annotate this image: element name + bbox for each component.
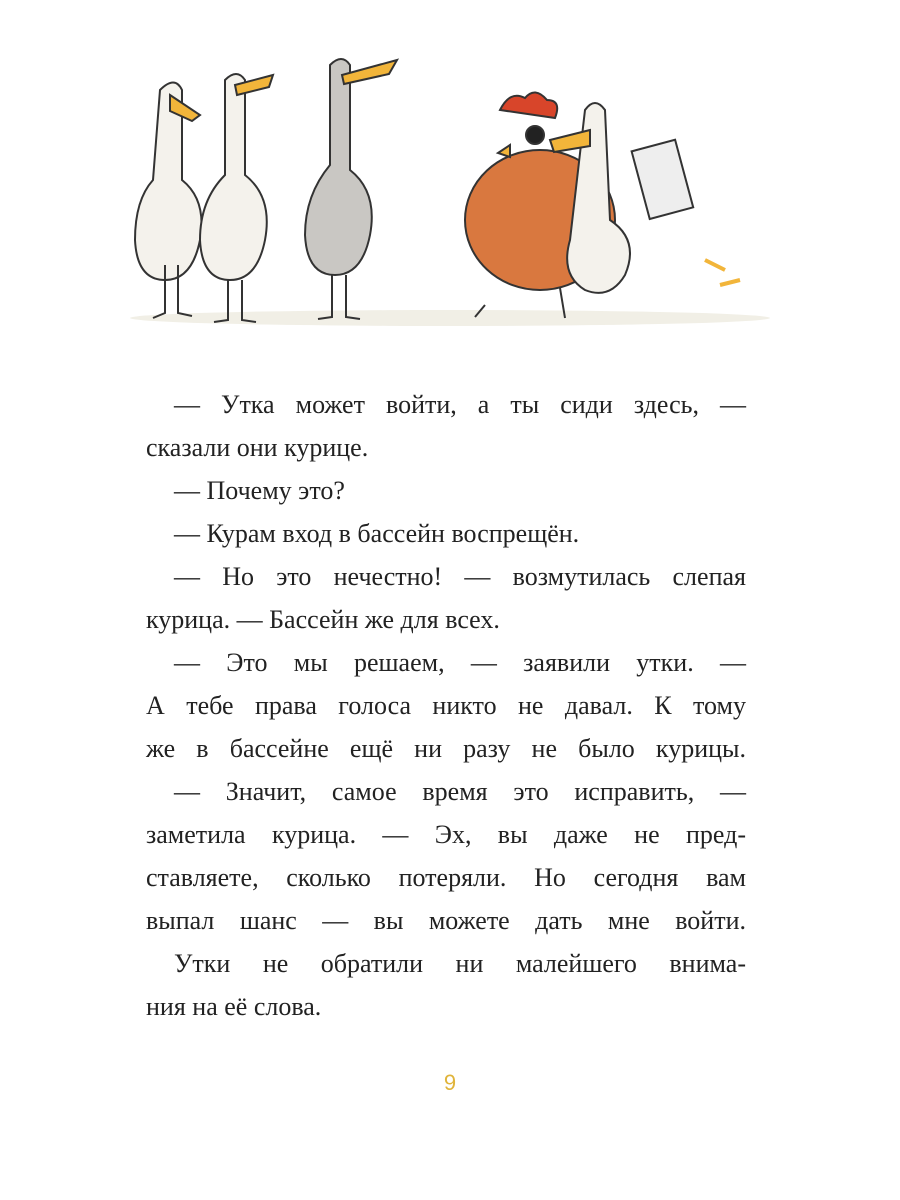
text-line: заметила курица. — Эх, вы даже не пред- xyxy=(146,820,746,849)
text-line: А тебе права голоса никто не давал. К тому xyxy=(146,691,746,720)
text-line: — Утка может войти, а ты сиди здесь, — xyxy=(174,390,746,419)
text-line: — Значит, самое время это исправить, — xyxy=(174,777,746,806)
text-line: — Это мы решаем, — заявили утки. — xyxy=(174,648,746,677)
text-line: — Но это нечестно! — возмутилась слепая xyxy=(174,562,746,591)
text-line: же в бассейне ещё ни разу не было курицы. xyxy=(146,734,746,763)
text-line: выпал шанс — вы можете дать мне войти. xyxy=(146,906,746,935)
story-text xyxy=(146,383,746,1028)
text-line: курица. — Бассейн же для всех. xyxy=(146,605,500,634)
duck-4 xyxy=(550,103,740,293)
page-number: 9 xyxy=(443,1070,457,1095)
text-line: Утки не обратили ни малейшего внима- xyxy=(174,949,746,978)
text-line: — Курам вход в бассейн воспрещён. xyxy=(174,519,580,548)
text-line: — Почему это? xyxy=(174,476,345,505)
duck-3 xyxy=(305,59,397,319)
duck-2 xyxy=(200,74,273,322)
duck-1 xyxy=(135,83,202,319)
text-line: сказали они курице. xyxy=(146,433,369,462)
text-line: ставляете, сколько потеряли. Но сегодня вам xyxy=(146,863,746,892)
text-line: ния на её слова. xyxy=(146,992,322,1021)
ducks-and-chicken-illustration xyxy=(120,50,780,350)
